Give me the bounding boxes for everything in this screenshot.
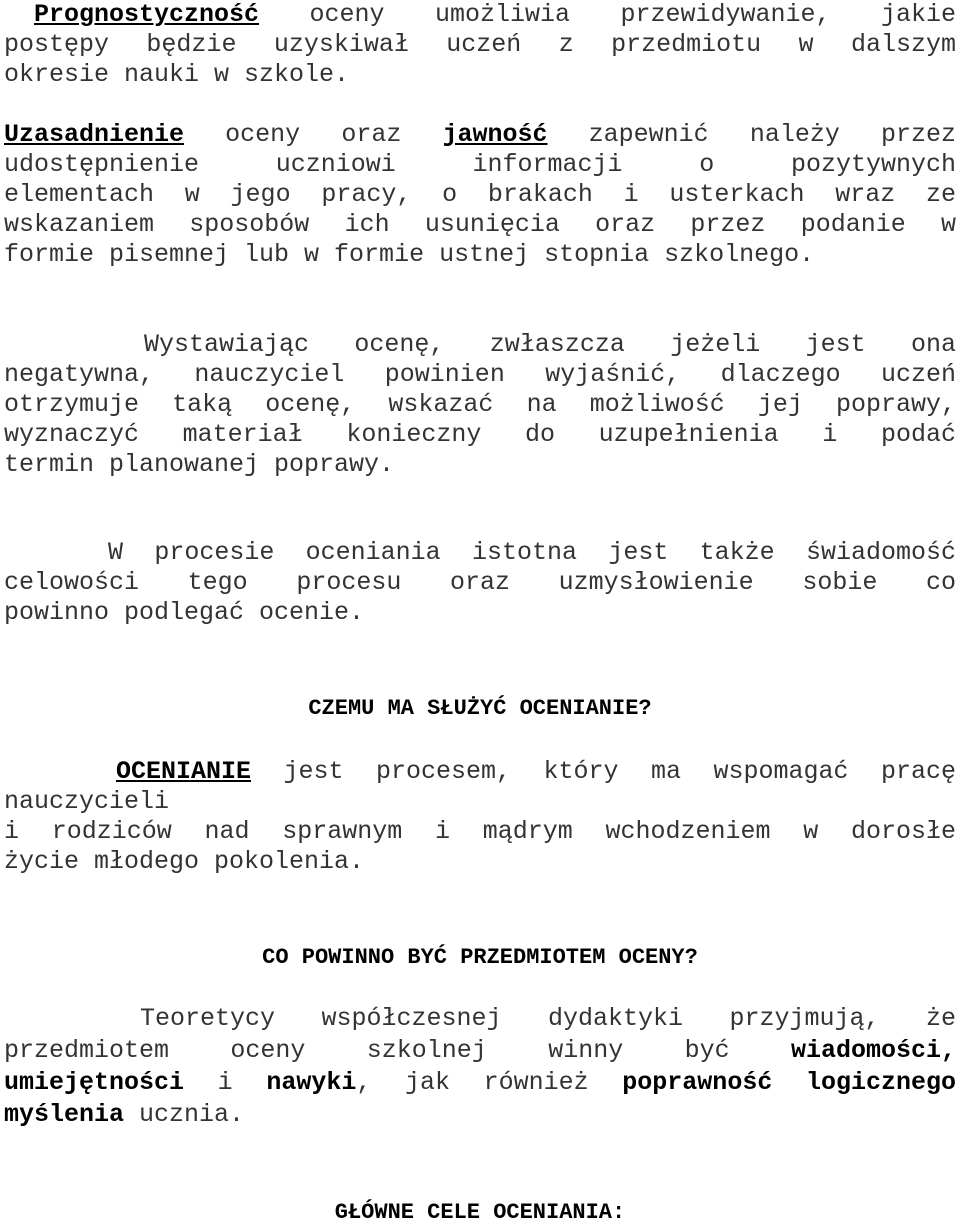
term-wiadomosci: wiadomości, [790,1036,956,1065]
heading-czemu-ma-sluzyc: CZEMU MA SŁUŻYĆ OCENIANIE? [308,696,652,721]
heading-co-powinno-byc: CO POWINNO BYĆ PRZEDMIOTEM OCENY? [262,945,698,970]
paragraph-awareness-line-1: W procesie oceniania istotna jest także świadomość [108,538,956,567]
paragraph-ocenianie-line-3: i rodziców nad sprawnym i mądrym wchodzeniem w dorosłe [4,817,956,846]
paragraph-prognostic-line-3: okresie nauki w szkole. [4,60,350,89]
paragraph-grading-line-2: negatywna, nauczyciel powinien wyjaśnić, dlaczego uczeń [4,360,956,389]
paragraph-subject-line-1: Teoretycy współczesnej dydaktyki przyjmują, że [140,1004,956,1033]
paragraph-grading-line-3: otrzymuje taką ocenę, wskazać na możliwość jej poprawy, [4,390,956,419]
paragraph-subject-line-3: umiejętności i nawyki, jak również poprawność logicznego [4,1068,956,1097]
paragraph-justification-line-5: formie pisemnej lub w formie ustnej stopnia szkolnego. [4,240,815,269]
paragraph-justification-line-3: elementach w jego pracy, o brakach i usterkach wraz ze [4,180,956,209]
paragraph-prognostic-line-1: Prognostyczność oceny umożliwia przewidywanie, jakie [34,0,956,29]
paragraph-justification-line-4: wskazaniem sposobów ich usunięcia oraz przez podanie w [4,210,956,239]
paragraph-ocenianie-line-4: życie młodego pokolenia. [4,847,365,876]
term-prognostycznosc: Prognostyczność [34,0,260,29]
paragraph-grading-line-4: wyznaczyć materiał konieczny do uzupełnienia i podać [4,420,956,449]
paragraph-awareness-line-2: celowości tego procesu oraz uzmysłowienie sobie co [4,568,956,597]
term-nawyki: nawyki [266,1068,357,1097]
paragraph-subject-line-2: przedmiotem oceny szkolnej winny być wiadomości, [4,1036,956,1065]
paragraph-justification-line-2: udostępnienie uczniowi informacji o pozytywnych [4,150,956,179]
term-myslenia: myślenia [4,1100,125,1129]
paragraph-awareness-line-3: powinno podlegać ocenie. [4,598,365,627]
paragraph-grading-line-1: Wystawiając ocenę, zwłaszcza jeżeli jest ona [144,330,956,359]
paragraph-prognostic-line-2: postępy będzie uzyskiwał uczeń z przedmiotu w dalszym [4,30,956,59]
paragraph-grading-line-5: termin planowanej poprawy. [4,450,395,479]
term-jawnosc: jawność [442,120,548,149]
paragraph-justification-line-1: Uzasadnienie oceny oraz jawność zapewnić należy przez [4,120,956,149]
paragraph-ocenianie-line-2: nauczycieli [4,787,170,816]
paragraph-subject-line-4: myślenia ucznia. [4,1100,245,1129]
paragraph-ocenianie-line-1: OCENIANIE jest procesem, który ma wspomagać pracę [116,757,956,786]
term-ocenianie: OCENIANIE [116,757,252,786]
term-poprawnosc-logicznego: poprawność logicznego [622,1068,956,1097]
term-uzasadnienie: Uzasadnienie [4,120,185,149]
heading-glowne-cele: GŁÓWNE CELE OCENIANIA: [334,1200,626,1225]
term-umiejetnosci: umiejętności [4,1068,185,1097]
